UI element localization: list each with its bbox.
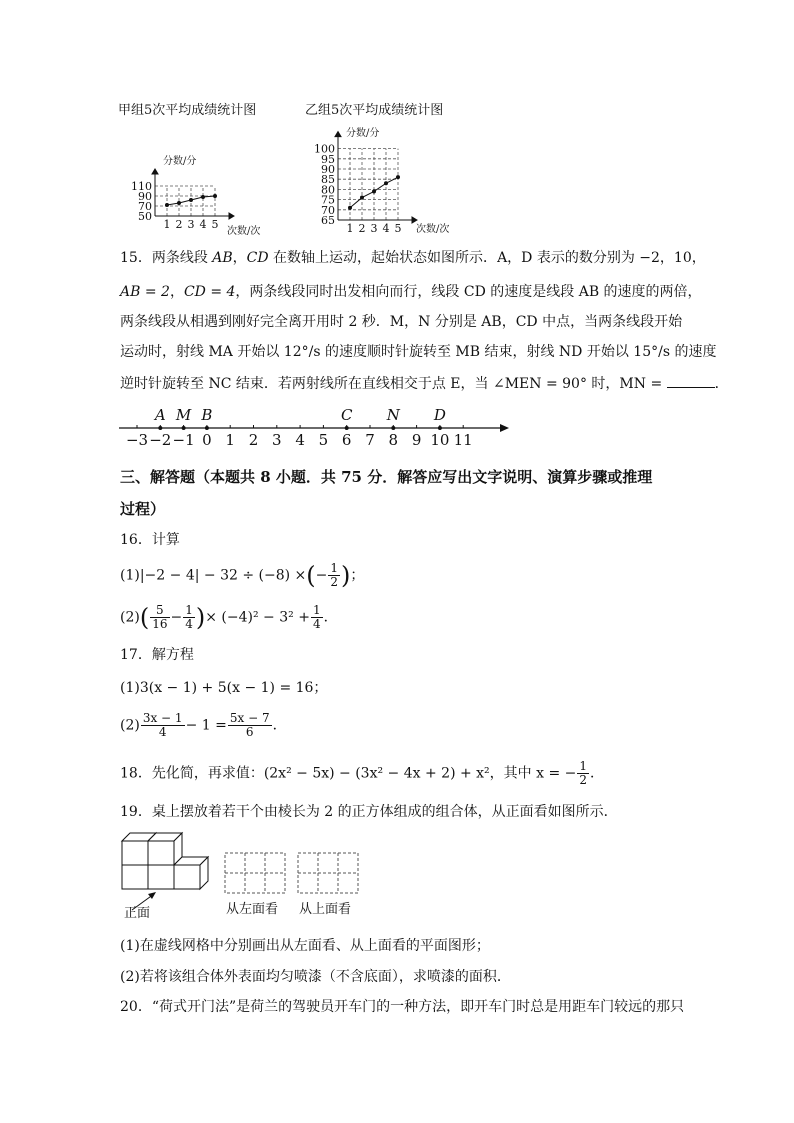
chart-jia-ytick-label: 70 (138, 200, 152, 213)
chart-yi-point (348, 206, 352, 210)
top-view-label: 从上面看 (299, 902, 352, 917)
front-label: 正面 (124, 906, 151, 921)
section3-heading-line2: 过程） (120, 500, 166, 518)
q18-text: 18．先化简，再求值：(2x² − 5x) − (3x² − 4x + 2) + x²，其中 x = − $\frac{1}{2}$ ． (120, 759, 605, 787)
chart-yi-ytick-label: 100 (314, 142, 335, 156)
chart-yi-point (384, 181, 388, 185)
number-line-point-label-B: B (201, 406, 213, 424)
chart-yi-axes (335, 132, 417, 223)
number-line-point-label-C: C (340, 406, 353, 424)
number-line-tick-label: 3 (272, 431, 282, 449)
section3-heading-line1: 三、解答题（本题共 8 小题．共 75 分．解答应写出文字说明、演算步骤或推理 (120, 468, 653, 486)
q15-line3: 两条线段从相遇到刚好完全离开用时 2 秒．M，N 分别是 AB，CD 中点，当两条线段开始 (120, 314, 683, 330)
number-line-arrow (500, 424, 509, 432)
number-line-point-M (182, 426, 186, 430)
chart-yi-xtick-label: 1 (346, 222, 354, 235)
number-line-point-label-N: N (386, 406, 400, 424)
chart-yi-xtick-label: 4 (382, 222, 390, 235)
number-line-tick-label: 4 (295, 431, 305, 449)
number-line-tick-label: −3 (125, 431, 149, 449)
chart-yi-xtick-label: 5 (394, 222, 402, 235)
chart-yi-point (396, 175, 400, 179)
chart-yi-x-arrow (412, 217, 417, 223)
q19-line1: 19．桌上摆放着若干个由棱长为 2 的正方体组成的组合体，从正面看如图所示． (120, 804, 618, 820)
q19-part1: (1)在虚线网格中分别画出从左面看、从上面看的平面图形； (120, 938, 490, 954)
number-line-tick-label: 1 (225, 431, 235, 449)
q16-title: 16．计算 (120, 532, 180, 548)
chart-jia-ytick-label: 50 (138, 210, 152, 223)
q17-part2: (2) $\frac{3x - 1}{4}$ − 1 = $\frac{5x - 7}{6}$ ． (120, 711, 287, 739)
number-line-point-label-A: A (154, 406, 166, 424)
q15-line5: 逆时针旋转至 NC 结束．若两射线所在直线相交于点 E，当 ∠MEN = 90° 时，MN = ． (120, 373, 729, 394)
chart-jia-xtick-label: 2 (175, 218, 183, 231)
answer-blank (667, 373, 715, 388)
chart-title-yi: 乙组5次平均成绩统计图 (305, 103, 444, 118)
chart-jia-ylabel: 分数/分 (163, 156, 197, 167)
q15-line4: 运动时，射线 MA 开始以 12°/s 的速度顺时针旋转至 MB 结束，射线 ND 开始以 15°/s 的速度 (120, 344, 717, 360)
chart-yi-xtick-label: 3 (370, 222, 378, 235)
number-line-tick-label: 0 (202, 431, 212, 449)
chart-yi-ytick-label: 85 (321, 173, 335, 187)
chart-jia-point (201, 195, 205, 199)
q15-line2: AB = 2，CD = 4，两条线段同时出发相向而行，线段 CD 的速度是线段 AB 的速度的两倍， (120, 284, 702, 300)
number-line-tick-label: 5 (318, 431, 329, 449)
chart-yi-ytick-label: 80 (321, 183, 335, 197)
chart-yi-point (372, 189, 376, 193)
left-view-grid[interactable] (224, 852, 286, 894)
number-line-point-label-D: D (433, 406, 446, 424)
chart-yi-y-arrow (335, 132, 341, 137)
top-view-grid[interactable] (297, 852, 359, 894)
chart-jia-xlabel: 次数/次 (227, 226, 261, 237)
chart-yi-ytick-label: 90 (321, 163, 335, 176)
chart-jia-xtick-label: 4 (199, 218, 207, 231)
number-line-tick-label: 8 (388, 431, 399, 449)
number-line-point-N (391, 426, 395, 430)
q17-part1: (1)3(x − 1) + 5(x − 1) = 16； (120, 680, 328, 696)
number-line (115, 402, 515, 450)
chart-yi-xtick-label: 2 (358, 222, 366, 235)
number-line-tick-label: 6 (341, 431, 352, 449)
number-line-tick-label: −2 (149, 431, 172, 449)
chart-jia-x-arrow (229, 213, 234, 219)
chart-jia-point (165, 203, 169, 207)
chart-yi-ytick-label: 65 (321, 214, 335, 227)
chart-title-jia: 甲组5次平均成绩统计图 (118, 103, 257, 118)
q20-line1: 20．“荷式开门法”是荷兰的驾驶员开车门的一种方法，即开车门时总是用距车门较远的那只 (120, 999, 685, 1015)
number-line-tick-label: 11 (453, 431, 473, 449)
number-line-tick-label: −1 (172, 431, 195, 449)
number-line-point-label-M: M (175, 406, 192, 424)
q19-part2: (2)若将该组合体外表面均匀喷漆（不含底面），求喷漆的面积． (120, 969, 511, 985)
q15-line1: 15．两条线段 AB，CD 在数轴上运动，起始状态如图所示．A，D 表示的数分别为 −2，10， (120, 250, 706, 266)
q16-part1: (1)|−2 − 4| − 32 ÷ (−8) ×(− $\frac{1}{2}$ )； (120, 561, 365, 590)
left-view-label: 从左面看 (226, 902, 279, 917)
chart-yi-point (360, 196, 364, 200)
q16-part2: (2)( $\frac{5}{16}$ − $\frac{1}{4}$ )× (−4)² − 3² + $\frac{1}{4}$ ． (120, 603, 338, 632)
number-line-point-A (158, 426, 162, 430)
number-line-tick-label: 7 (365, 431, 375, 449)
number-line-tick-label: 2 (248, 431, 259, 449)
number-line-point-C (345, 426, 349, 430)
chart-jia-ytick-label: 90 (138, 190, 152, 203)
q17-title: 17．解方程 (120, 647, 194, 663)
chart-jia-xtick-label: 5 (211, 218, 219, 231)
chart-jia-axes (152, 169, 234, 219)
chart-yi-ytick-label: 70 (321, 203, 335, 217)
chart-yi-grid (338, 149, 398, 220)
number-line-tick-label: 10 (430, 431, 450, 449)
number-line-points (153, 406, 446, 430)
number-line-ticks (126, 425, 473, 449)
chart-yi-ylabel: 分数/分 (346, 128, 380, 139)
number-line-point-B (205, 426, 209, 430)
chart-yi-ytick-label: 75 (321, 193, 335, 207)
chart-jia (131, 148, 295, 237)
chart-jia-xtick-label: 1 (163, 218, 171, 231)
chart-yi (314, 128, 478, 238)
chart-jia-point (189, 198, 193, 202)
number-line-point-D (438, 426, 442, 430)
chart-yi-xlabel: 次数/次 (416, 224, 450, 235)
chart-jia-point (177, 201, 181, 205)
chart-jia-y-arrow (152, 169, 158, 174)
number-line-tick-label: 9 (411, 431, 422, 449)
chart-yi-tick-labels (314, 143, 402, 235)
chart-jia-point (213, 194, 217, 198)
chart-jia-ytick-label: 110 (131, 180, 152, 193)
chart-jia-tick-labels (131, 180, 219, 231)
chart-yi-ytick-label: 95 (321, 152, 335, 166)
chart-jia-xtick-label: 3 (187, 218, 195, 231)
